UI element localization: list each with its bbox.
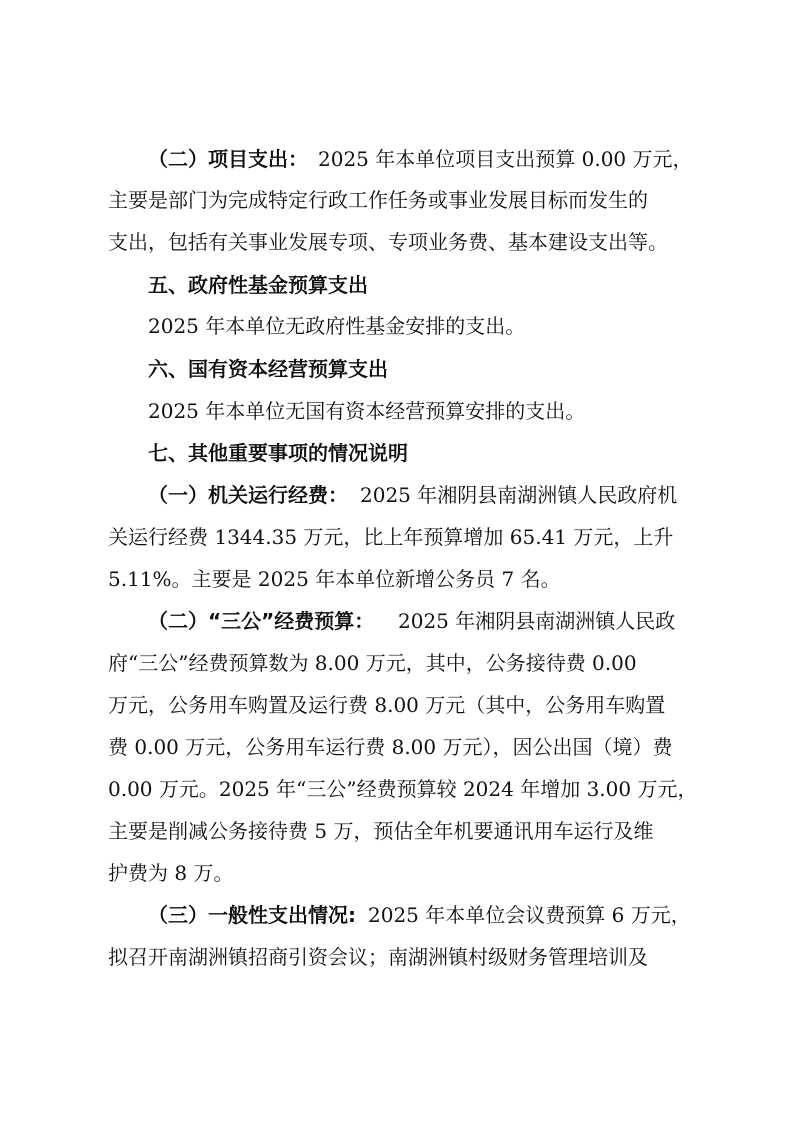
text-line <box>0 606 793 636</box>
paragraph-text: 2025 年本单位无国有资本经营预算安排的支出。 <box>148 399 586 423</box>
paragraph-text: 府“三公”经费预算数为 8.00 万元，其中，公务接待费 0.00 <box>108 651 637 675</box>
section-heading <box>0 354 793 384</box>
paragraph-text: 费 0.00 万元，公务用车运行费 8.00 万元），因公出国（境）费 <box>108 735 673 759</box>
text-line <box>0 185 793 215</box>
text-line <box>0 900 793 930</box>
section-lead: （二）“三公”经费预算： <box>148 609 375 633</box>
paragraph-text: 2025 年湘阴县南湖洲镇人民政府机 <box>360 483 678 507</box>
section-heading <box>0 270 793 300</box>
text-line <box>0 774 793 804</box>
paragraph-text: 2025 年湘阴县南湖洲镇人民政 <box>398 609 676 633</box>
paragraph-text: 拟召开南湖洲镇招商引资会议；南湖洲镇村级财务管理培训及 <box>108 945 648 969</box>
paragraph-text: 2025 年本单位项目支出预算 0.00 万元， <box>318 147 693 171</box>
paragraph-text: 支出，包括有关事业发展专项、专项业务费、基本建设支出等。 <box>108 230 668 254</box>
text-line <box>0 522 793 552</box>
text-line <box>0 311 793 341</box>
paragraph-text: 2025 年本单位无政府性基金安排的支出。 <box>148 314 526 338</box>
text-line <box>0 480 793 510</box>
paragraph-text: 万元，公务用车购置及运行费 8.00 万元（其中，公务用车购置 <box>108 693 666 717</box>
paragraph-text: 5.11%。主要是 2025 年本单位新增公务员 7 名。 <box>108 567 561 591</box>
section-lead: （一）机关运行经费： <box>148 483 348 507</box>
paragraph-text: 主要是部门为完成特定行政工作任务或事业发展目标而发生的 <box>108 188 648 212</box>
text-line <box>0 564 793 594</box>
paragraph-text: 主要是削减公务接待费 5 万，预估全年机要通讯用车运行及维 <box>108 819 654 843</box>
paragraph-text: 2025 年本单位会议费预算 6 万元， <box>368 903 691 927</box>
text-line <box>0 648 793 678</box>
section-heading <box>0 438 793 468</box>
heading-text: 六、国有资本经营预算支出 <box>148 357 388 381</box>
text-line <box>0 690 793 720</box>
heading-text: 七、其他重要事项的情况说明 <box>148 441 408 465</box>
text-line <box>0 396 793 426</box>
text-line <box>0 816 793 846</box>
text-line <box>0 732 793 762</box>
text-line <box>0 858 793 888</box>
paragraph-text: 关运行经费 1344.35 万元，比上年预算增加 65.41 万元，上升 <box>108 525 674 549</box>
section-lead: （二）项目支出： <box>148 147 308 171</box>
paragraph-text: 护费为 8 万。 <box>108 861 234 885</box>
text-line <box>0 942 793 972</box>
section-lead: （三）一般性支出情况: <box>148 903 356 927</box>
text-line <box>0 144 793 174</box>
paragraph-text: 0.00 万元。2025 年“三公”经费预算较 2024 年增加 3.00 万元， <box>108 777 698 801</box>
text-line <box>0 227 793 257</box>
heading-text: 五、政府性基金预算支出 <box>148 273 368 297</box>
